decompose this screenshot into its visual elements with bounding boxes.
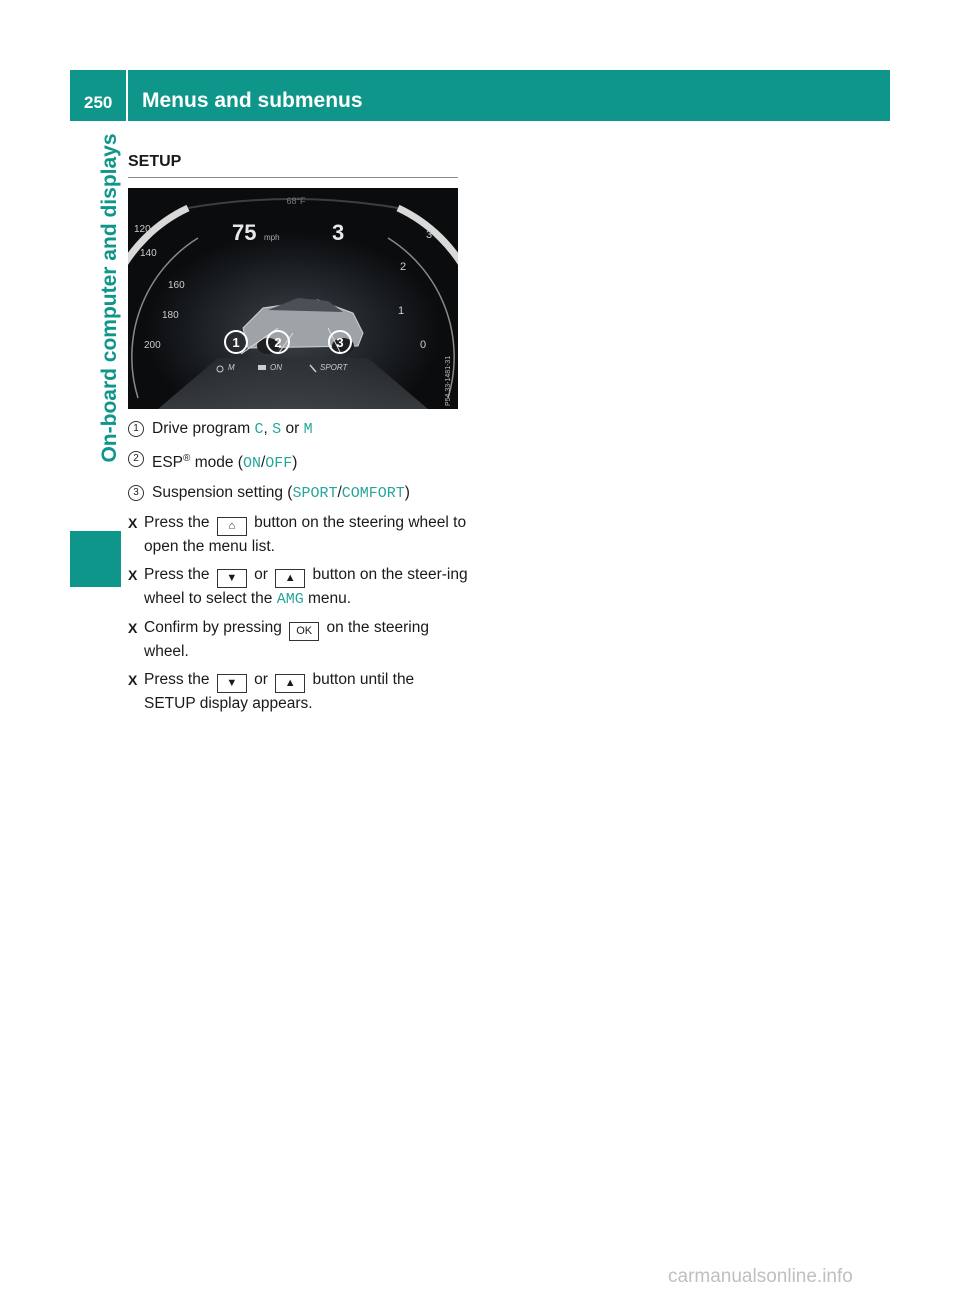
callout-2: 2	[274, 335, 282, 350]
home-key-icon: ⌂	[217, 517, 247, 536]
page-header	[70, 70, 890, 121]
option-m: M	[303, 421, 313, 438]
legend-item-3: 3 Suspension setting (SPORT/COMFORT)	[128, 482, 468, 505]
speed-unit: mph	[264, 233, 280, 242]
option-on: ON	[242, 455, 261, 473]
tacho-tick: 3	[426, 229, 433, 241]
suspension-status: SPORT	[320, 363, 348, 372]
outside-temperature: 68°F	[286, 196, 306, 206]
legend-marker: 2	[128, 451, 144, 467]
option-c: C	[254, 421, 264, 438]
speedo-tick: 180	[162, 310, 179, 321]
section-heading: SETUP	[128, 153, 182, 170]
speedo-tick: 120	[134, 224, 151, 235]
gear-readout: 3	[332, 220, 345, 245]
legend-item-1: 1 Drive program C, S or M	[128, 418, 468, 441]
tacho-tick: 1	[398, 305, 405, 317]
legend-marker: 1	[128, 421, 144, 437]
instruction-step-3: X Confirm by pressing OK on the steering wheel.	[128, 619, 429, 661]
up-key-icon: ▲	[275, 674, 305, 693]
option-s: S	[272, 421, 282, 438]
ok-key-icon: OK	[289, 622, 319, 641]
speed-readout: 75	[232, 220, 257, 245]
watermark: carmanualsonline.info	[668, 1266, 853, 1287]
up-key-icon: ▲	[275, 569, 305, 588]
content-list	[128, 418, 468, 721]
header-title: Menus and submenus	[142, 89, 363, 112]
instruction-step-1: X Press the ⌂ button on the steering wheel to open the menu list.	[128, 514, 467, 556]
cluster-illustration	[128, 188, 458, 409]
option-off: OFF	[265, 455, 293, 473]
speedo-tick: 160	[168, 280, 185, 291]
side-chapter-title: On-board computer and displays	[98, 133, 121, 463]
speedo-tick: 140	[140, 248, 157, 259]
esp-status: ON	[270, 363, 282, 372]
heading-rule	[128, 177, 458, 178]
legend-item-2: 2 ESP® mode (ON/OFF)	[128, 448, 468, 475]
callout-3: 3	[336, 335, 344, 350]
esp-icon	[258, 365, 266, 370]
page-number: 250	[84, 93, 113, 112]
figure-code: P54.33-1481-31	[445, 355, 452, 406]
instrument-cluster-figure	[128, 188, 458, 409]
tacho-tick: 0	[420, 339, 427, 351]
speedo-tick: 200	[144, 340, 161, 351]
down-key-icon: ▼	[217, 569, 247, 588]
amg-menu-label: AMG	[276, 591, 304, 609]
callout-1: 1	[232, 335, 240, 350]
step-bullet: X	[128, 620, 138, 637]
option-sport: SPORT	[292, 485, 338, 503]
step-bullet: X	[128, 567, 138, 584]
step-bullet: X	[128, 672, 138, 689]
tacho-tick: 2	[400, 261, 407, 273]
instruction-step-4: X Press the ▼ or ▲ button until the SETUP display appears.	[128, 671, 415, 713]
down-key-icon: ▼	[217, 674, 247, 693]
legend-marker: 3	[128, 485, 144, 501]
option-comfort: COMFORT	[341, 485, 405, 503]
side-tab-block	[70, 531, 121, 587]
step-bullet: X	[128, 515, 138, 532]
drive-program-status: M	[228, 363, 235, 372]
instruction-step-2: X Press the ▼ or ▲ button on the steer-ing wheel to select the AMG menu.	[128, 566, 468, 609]
